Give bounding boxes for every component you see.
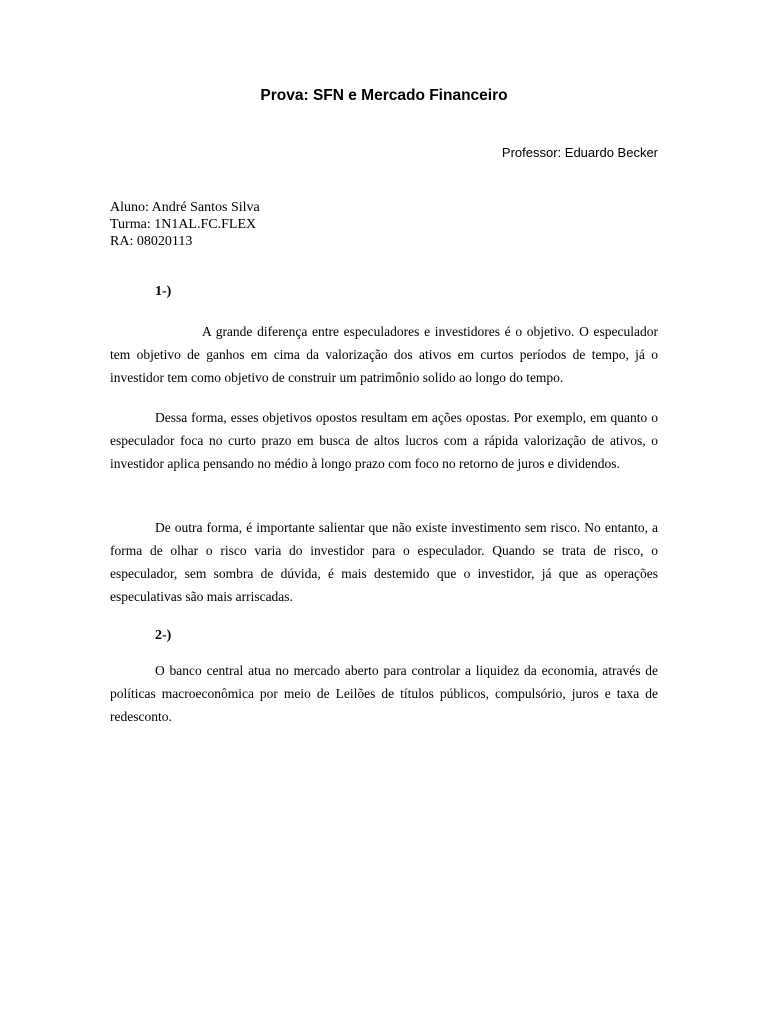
answer-1-paragraph-2: Dessa forma, esses objetivos opostos resultam em ações opostas. Por exemplo, em quanto o especulador foca no curto prazo em busca de altos lucros com a rápida valorização de ativos, o investidor aplica pensando no médio à longo prazo com foco no retorno de juros e dividendos. — [110, 410, 658, 471]
answer-1-paragraph-3: De outra forma, é importante salientar que não existe investimento sem risco. No entanto, a forma de olhar o risco varia do investidor para o especulador. Quando se trata de risco, o especulador, sem sombra de dúvida, é mais destemido que o investidor, já que as operações especulativas são mais arriscadas. — [110, 520, 658, 604]
student-name: Aluno: André Santos Silva — [110, 200, 260, 215]
professor-name: Professor: Eduardo Becker — [501, 145, 658, 160]
student-info — [110, 199, 260, 250]
question-1-label: 1-) — [155, 284, 172, 299]
student-class: Turma: 1N1AL.FC.FLEX — [110, 217, 257, 232]
answer-1-paragraph-1: A grande diferença entre especuladores e investidores é o objetivo. O especulador tem objetivo de ganhos em cima da valorização dos ativos em curtos períodos de tempo, já o investidor tem como objetivo de construir um patrimônio solido ao longo do tempo. — [110, 324, 658, 385]
student-ra: RA: 08020113 — [110, 234, 193, 249]
answer-2-paragraph-1: O banco central atua no mercado aberto para controlar a liquidez da economia, através de políticas macroeconômica por meio de Leilões de títulos públicos, compulsório, juros e taxa de redesconto. — [110, 663, 658, 724]
document-title: Prova: SFN e Mercado Financeiro — [260, 87, 508, 104]
question-2-label: 2-) — [155, 628, 172, 643]
